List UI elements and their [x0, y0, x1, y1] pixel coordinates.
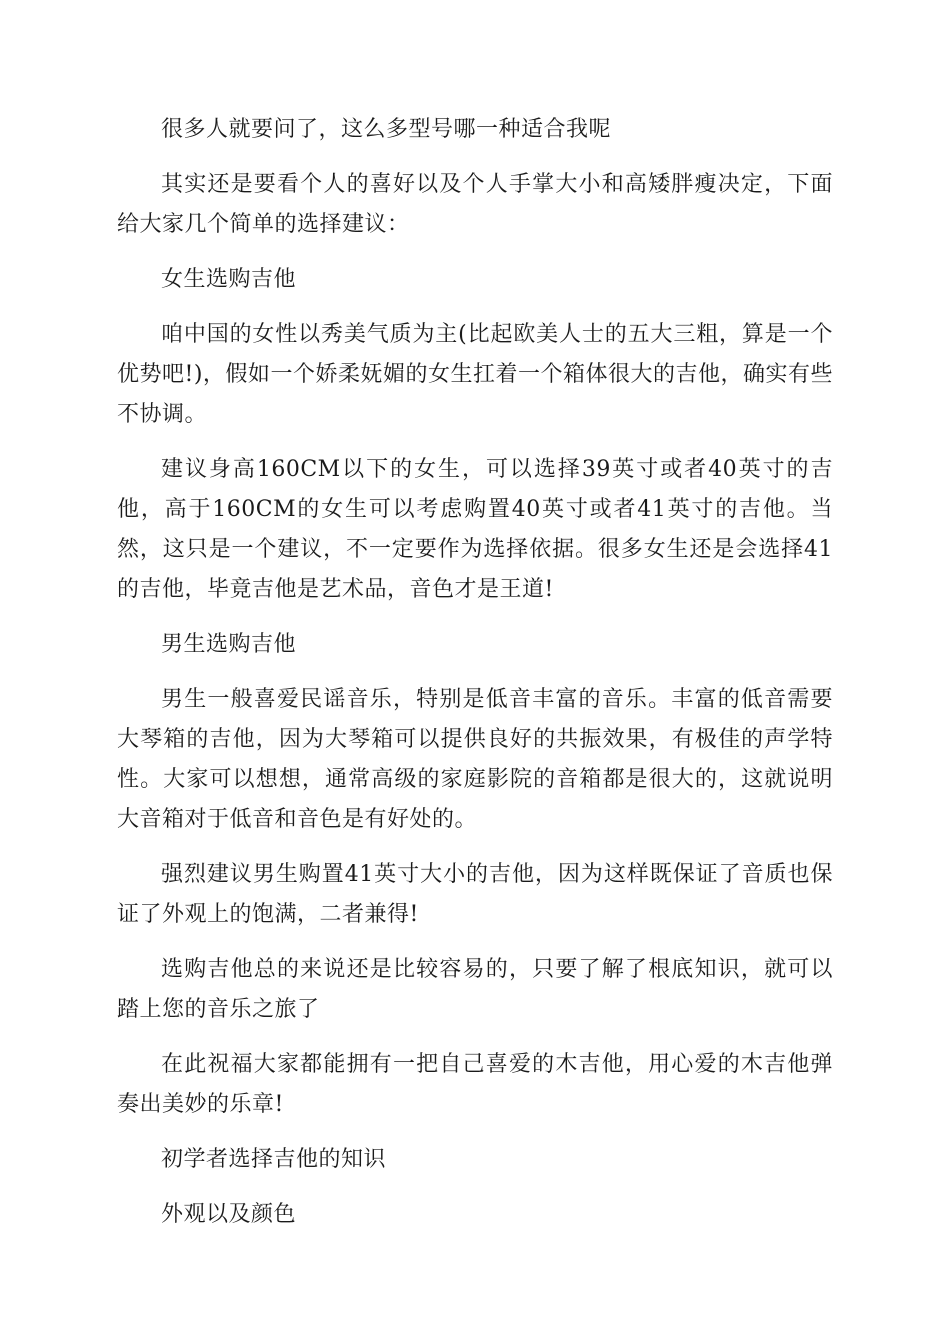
paragraph: 强烈建议男生购置41英寸大小的吉他，因为这样既保证了音质也保证了外观上的饱满，二者兼得!: [117, 862, 833, 927]
paragraph: 咱中国的女性以秀美气质为主(比起欧美人士的五大三粗，算是一个优势吧!)，假如一个娇柔妩媚的女生扛着一个箱体很大的吉他，确实有些不协调。: [117, 322, 833, 427]
section-heading-female: 女生选购吉他: [161, 267, 297, 292]
section-heading-beginner: 初学者选择吉他的知识: [161, 1147, 387, 1172]
paragraph: 很多人就要问了，这么多型号哪一种适合我呢: [161, 117, 612, 142]
section-heading-male: 男生选购吉他: [161, 632, 297, 657]
paragraph: 其实还是要看个人的喜好以及个人手掌大小和高矮胖瘦决定，下面给大家几个简单的选择建议：: [117, 172, 833, 237]
paragraph: 建议身高160CM以下的女生，可以选择39英寸或者40英寸的吉他，高于160CM的女生可以考虑购置40英寸或者41英寸的吉他。当然，这只是一个建议，不一定要作为选择依据。很多女生还是会选择41的吉他，毕竟吉他是艺术品，音色才是王道!: [117, 457, 833, 602]
paragraph: 选购吉他总的来说还是比较容易的，只要了解了根底知识，就可以踏上您的音乐之旅了: [117, 957, 833, 1022]
paragraph: 在此祝福大家都能拥有一把自己喜爱的木吉他，用心爱的木吉他弹奏出美妙的乐章!: [117, 1052, 833, 1117]
section-heading-appearance: 外观以及颜色: [161, 1202, 297, 1227]
paragraph: 男生一般喜爱民谣音乐，特别是低音丰富的音乐。丰富的低音需要大琴箱的吉他，因为大琴箱可以提供良好的共振效果，有极佳的声学特性。大家可以想想，通常高级的家庭影院的音箱都是很大的，这就说明大音箱对于低音和音色是有好处的。: [117, 687, 833, 832]
document-body: [117, 110, 833, 1250]
